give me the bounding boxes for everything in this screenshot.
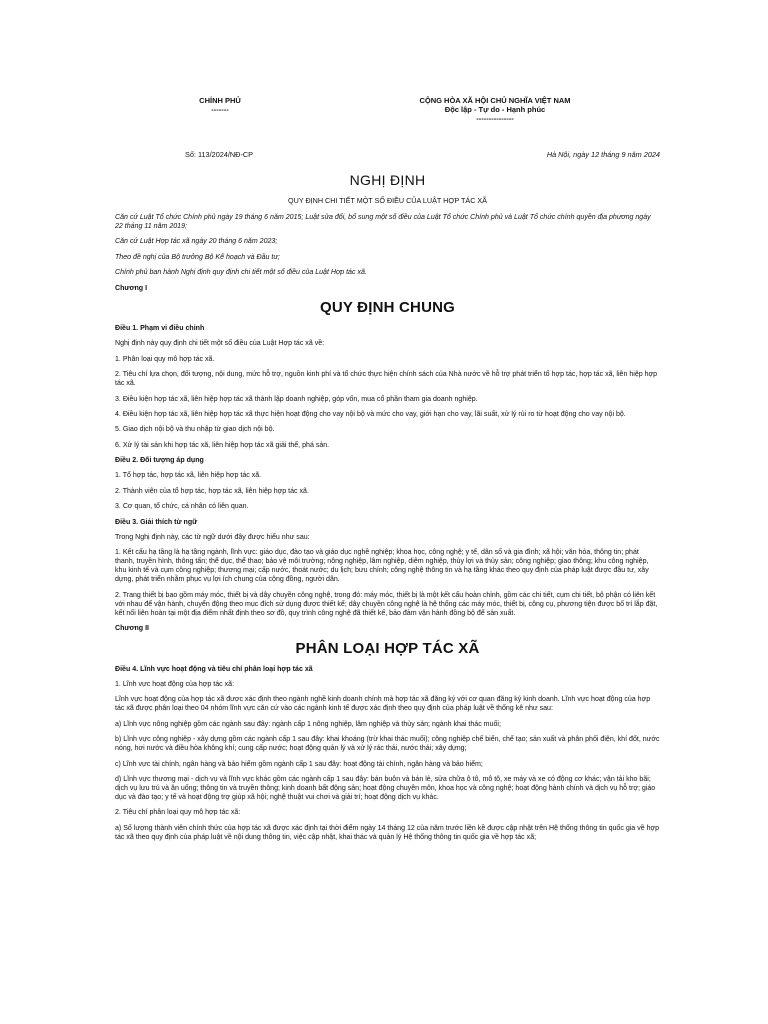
article-item: 5. Giao dịch nội bộ và thu nhập từ giao dịch nội bộ. bbox=[115, 426, 275, 434]
article-title: Điều 3. Giải thích từ ngữ bbox=[115, 518, 198, 526]
preamble-line: Căn cứ Luật Tổ chức Chính phủ ngày 19 tháng 6 năm 2015; Luật sửa đổi, bổ sung một số điều của Luật Tổ chức Chính phủ và Luật Tổ chức chính quyền địa phương ngày 22 tháng 11 năm 2019; bbox=[115, 214, 651, 230]
article-item: 2. Trang thiết bị bao gồm máy móc, thiết bị và dây chuyền công nghệ, trong đó: máy móc, thiết bị là một kết cấu hoàn chỉnh, gồm các chi tiết, cụm chi tiết, bộ phận có liên kết với nhau để vận hành, chuyển động theo mục đích sử dụng được thiết kế; dây chuyền công nghệ là hệ thống các máy móc, thiết bị, công cụ, phương tiện được bố trí lắp đặt, kết nối liên hoàn tại một địa điểm nhất định theo sơ đồ, quy trình công nghệ đã thiết kế, bảo đảm vận hành đồng bộ để sản xuất. bbox=[115, 591, 658, 617]
chapter-title: QUY ĐỊNH CHUNG bbox=[319, 298, 456, 316]
authority-name: CHÍNH PHỦ bbox=[199, 96, 241, 105]
article-item: 2. Tiêu chí lựa chọn, đối tượng, nội dung, mức hỗ trợ, nguồn kinh phí và tổ chức thực hiện chính sách của Nhà nước về hỗ trợ phát triển tổ hợp tác, hợp tác xã, liên hiệp hợp tác xã. bbox=[115, 371, 658, 388]
article-item: 1. Phân loại quy mô hợp tác xã. bbox=[115, 355, 215, 363]
article-item: 6. Xử lý tài sản khi hợp tác xã, liên hiệp hợp tác xã giải thể, phá sản. bbox=[115, 441, 330, 449]
article-item: 1. Kết cấu hạ tầng là hạ tầng ngành, lĩnh vực: giáo dục, đào tạo và giáo dục nghề nghiệp; khoa học, công nghệ; y tế, dân số và gia đình; xã hội; văn hóa, thông tin; phát thanh, truyền hình, thông tấn; thể dục, thể thao; bảo vệ môi trường; nông nghiệp, lâm nghiệp, diêm nghiệp, thủy lợi và thủy sản; công nghiệp; giao thông; khu công nghiệp, khu kinh tế và cụm công nghiệp; thương mại; cấp nước, thoát nước; du lịch; bưu chính; công nghệ thông tin và hạ tầng khác theo quy định của pháp luật được đầu tư, xây dựng, phát triển nhằm phục vụ lợi ích chung của cộng đồng, người dân. bbox=[115, 549, 649, 584]
document-title: NGHỊ ĐỊNH bbox=[349, 172, 426, 188]
article-item: 3. Cơ quan, tổ chức, cá nhân có liên quan. bbox=[115, 503, 249, 511]
document-header bbox=[115, 96, 660, 150]
article-item: 4. Điều kiện hợp tác xã, liên hiệp hợp tác xã thực hiện hoạt động cho vay nội bộ và mức cho vay, giới hạn cho vay, lãi suất, xử lý rủi ro từ hoạt động cho vay nội bộ. bbox=[115, 410, 626, 418]
article-intro: Trong Nghị định này, các từ ngữ dưới đây được hiểu như sau: bbox=[115, 534, 310, 542]
motto-divider: --------------- bbox=[476, 114, 514, 123]
article-intro: Nghị định này quy định chi tiết một số điều của Luật Hợp tác xã về: bbox=[115, 340, 325, 348]
article-item: a) Lĩnh vực nông nghiệp gồm các ngành sau đây: ngành cấp 1 nông nghiệp, lâm nghiệp và thủy sản; ngành khai thác muối; bbox=[115, 720, 501, 728]
article-item: 1. Tổ hợp tác, hợp tác xã, liên hiệp hợp tác xã. bbox=[115, 472, 262, 480]
chapter-label: Chương I bbox=[115, 284, 148, 292]
article-title: Điều 1. Phạm vi điều chỉnh bbox=[115, 324, 205, 332]
place-date: Hà Nội, ngày 12 tháng 9 năm 2024 bbox=[546, 150, 660, 159]
document-number: Số: 113/2024/NĐ-CP bbox=[185, 150, 254, 159]
document-subtitle: QUY ĐỊNH CHI TIẾT MỘT SỐ ĐIỀU CỦA LUẬT HỢP TÁC XÃ bbox=[288, 196, 487, 205]
motto: Độc lập - Tự do - Hạnh phúc bbox=[444, 105, 546, 114]
article-item: Lĩnh vực hoạt động của hợp tác xã được xác định theo ngành nghề kinh doanh chính mà hợp tác xã đăng ký với cơ quan đăng ký kinh doanh. Lĩnh vực hoạt động của hợp tác xã được phân loại theo 04 nhóm lĩnh vực căn cứ vào các ngành kinh tế được xác định theo quy định của pháp luật về thống kê như sau: bbox=[115, 696, 651, 713]
article-item: d) Lĩnh vực thương mại - dịch vụ và lĩnh vực khác gồm các ngành cấp 1 sau đây: bán buôn và bán lẻ, sửa chữa ô tô, mô tô, xe máy và xe có động cơ khác; vận tải kho bãi; dịch vụ lưu trú và ăn uống; thông tin và truyền thông; kinh doanh bất động sản; hoạt động chuyên môn, khoa học và công nghệ; hoạt động hành chính và dịch vụ hỗ trợ; giáo dục và đào tạo; y tế và hoạt động trợ giúp xã hội; nghệ thuật vui chơi và giải trí; hoạt động dịch vụ khác. bbox=[115, 775, 656, 801]
article-title: Điều 2. Đối tượng áp dụng bbox=[115, 457, 204, 465]
issuing-authority bbox=[115, 96, 325, 114]
document-meta bbox=[115, 150, 660, 172]
chapter-label: Chương II bbox=[115, 625, 149, 633]
preamble-line: Căn cứ Luật Hợp tác xã ngày 20 tháng 6 năm 2023; bbox=[115, 238, 278, 246]
country-name: CỘNG HÒA XÃ HỘI CHỦ NGHĨA VIỆT NAM bbox=[419, 96, 571, 105]
preamble-line: Chính phủ ban hành Nghị định quy định chi tiết một số điều của Luật Hợp tác xã. bbox=[115, 269, 367, 277]
article-item: 1. Lĩnh vực hoạt động của hợp tác xã: bbox=[115, 680, 235, 688]
article-item: c) Lĩnh vực tài chính, ngân hàng và bảo hiểm gồm ngành cấp 1 sau đây: hoạt động tài chính, ngân hàng và bảo hiểm; bbox=[115, 760, 483, 768]
article-title: Điều 4. Lĩnh vực hoạt động và tiêu chí phân loại hợp tác xã bbox=[115, 665, 313, 673]
article-item: 2. Tiêu chí phân loại quy mô hợp tác xã: bbox=[115, 809, 241, 817]
decree-document bbox=[115, 96, 660, 848]
article-item: 3. Điều kiện hợp tác xã, liên hiệp hợp tác xã thành lập doanh nghiệp, góp vốn, mua cổ phần tham gia doanh nghiệp. bbox=[115, 395, 478, 403]
chapter-title: PHÂN LOẠI HỢP TÁC XÃ bbox=[295, 639, 480, 657]
article-item: 2. Thành viên của tổ hợp tác, hợp tác xã, liên hiệp hợp tác xã. bbox=[115, 487, 309, 495]
article-item: b) Lĩnh vực công nghiệp - xây dựng gồm các ngành cấp 1 sau đây: khai khoáng (trừ khai thác muối); công nghiệp chế biến, chế tạo; sản xuất và phân phối điện, khí đốt, nước nóng, hơi nước và điều hòa không khí; cung cấp nước; hoạt động quản lý và xử lý rác thải, nước thải; xây dựng; bbox=[115, 736, 660, 753]
preamble-line: Theo đề nghị của Bộ trưởng Bộ Kế hoạch và Đầu tư; bbox=[115, 253, 280, 261]
authority-divider: ------- bbox=[211, 105, 229, 114]
national-motto bbox=[365, 96, 625, 123]
article-item: a) Số lượng thành viên chính thức của hợp tác xã được xác định tại thời điểm ngày 14 tháng 12 của năm trước liền kề được cập nhật trên Hệ thống thông tin quốc gia về hợp tác xã theo quy định của pháp luật về nội dung thông tin, việc cập nhật, khai thác và quản lý Hệ thống thông tin quốc gia về hợp tác xã; bbox=[115, 824, 660, 841]
